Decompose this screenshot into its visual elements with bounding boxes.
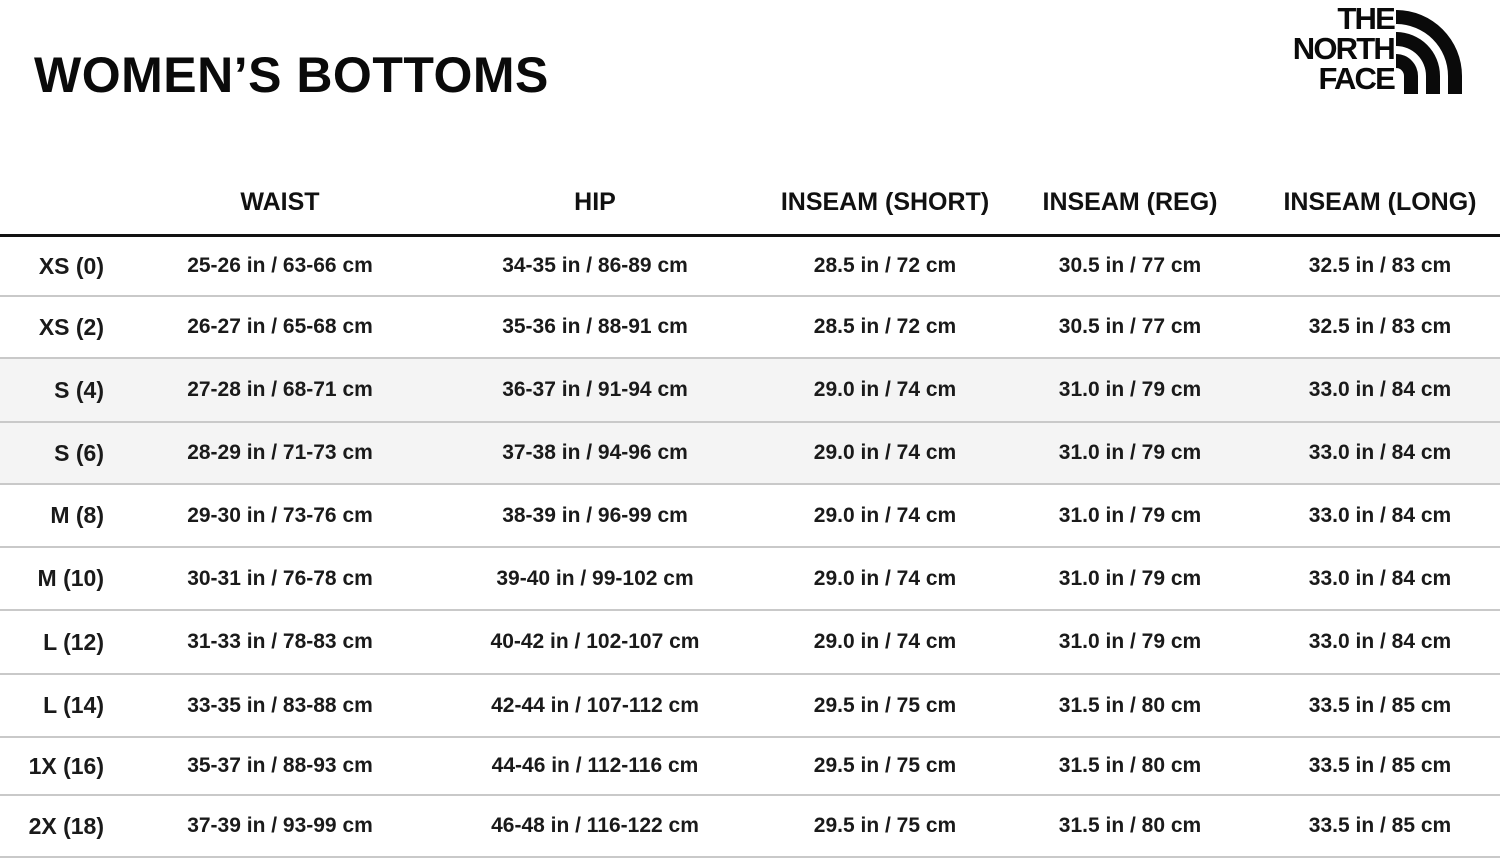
cell-size: XS (2) [38, 313, 104, 340]
table-row [0, 796, 1500, 858]
cell-inseam-short: 29.5 in / 75 cm [813, 814, 957, 837]
cell-inseam-short: 29.5 in / 75 cm [813, 754, 957, 777]
cell-inseam-reg: 31.0 in / 79 cm [1058, 378, 1202, 401]
half-dome-logo-icon [1396, 6, 1466, 96]
cell-inseam-short: 29.0 in / 74 cm [813, 630, 957, 653]
cell-waist: 33-35 in / 83-88 cm [187, 693, 373, 717]
cell-waist: 37-39 in / 93-99 cm [187, 814, 373, 837]
cell-inseam-reg: 31.5 in / 80 cm [1058, 693, 1202, 717]
table-row [0, 548, 1500, 611]
header-inseam-reg: INSEAM (REG) [1042, 187, 1218, 216]
cell-inseam-short: 28.5 in / 72 cm [813, 315, 957, 338]
table-row [0, 297, 1500, 359]
header-inseam-long: INSEAM (LONG) [1283, 187, 1477, 216]
cell-inseam-reg: 31.0 in / 79 cm [1058, 630, 1202, 653]
cell-inseam-long: 33.0 in / 84 cm [1308, 441, 1452, 464]
cell-size: S (4) [54, 376, 104, 403]
cell-waist: 25-26 in / 63-66 cm [187, 254, 373, 277]
table-row [0, 237, 1500, 297]
cell-inseam-long: 33.5 in / 85 cm [1308, 754, 1452, 777]
table-header-row [0, 168, 1500, 237]
cell-inseam-long: 32.5 in / 83 cm [1308, 254, 1452, 277]
cell-hip: 37-38 in / 94-96 cm [502, 441, 688, 464]
cell-inseam-long: 33.0 in / 84 cm [1308, 378, 1452, 401]
cell-hip: 39-40 in / 99-102 cm [496, 566, 694, 590]
cell-inseam-reg: 31.5 in / 80 cm [1058, 754, 1202, 777]
cell-hip: 42-44 in / 107-112 cm [491, 693, 699, 717]
table-row [0, 359, 1500, 423]
header-inseam-short: INSEAM (SHORT) [780, 187, 990, 216]
cell-hip: 38-39 in / 96-99 cm [502, 503, 688, 527]
cell-inseam-long: 33.5 in / 85 cm [1308, 693, 1452, 717]
cell-hip: 36-37 in / 91-94 cm [502, 378, 688, 401]
header-hip: HIP [574, 187, 616, 216]
cell-hip: 44-46 in / 112-116 cm [491, 754, 699, 777]
cell-size: 1X (16) [28, 752, 104, 779]
cell-inseam-long: 32.5 in / 83 cm [1308, 315, 1452, 338]
brand-wordmark [1292, 1, 1394, 96]
brand-line: THE [1337, 1, 1394, 36]
table-row [0, 485, 1500, 548]
cell-inseam-short: 29.0 in / 74 cm [813, 503, 957, 527]
cell-hip: 34-35 in / 86-89 cm [502, 254, 688, 277]
cell-waist: 26-27 in / 65-68 cm [187, 315, 373, 338]
cell-size: M (8) [50, 502, 104, 528]
cell-size: 2X (18) [28, 812, 104, 839]
cell-size: L (12) [43, 628, 104, 655]
cell-inseam-short: 29.0 in / 74 cm [813, 378, 957, 401]
cell-hip: 40-42 in / 102-107 cm [490, 630, 700, 653]
cell-inseam-reg: 30.5 in / 77 cm [1058, 254, 1202, 277]
cell-inseam-reg: 31.0 in / 79 cm [1058, 503, 1202, 527]
cell-waist: 30-31 in / 76-78 cm [187, 566, 373, 590]
cell-inseam-reg: 31.0 in / 79 cm [1058, 566, 1202, 590]
cell-inseam-long: 33.0 in / 84 cm [1308, 630, 1452, 653]
brand-line: FACE [1318, 61, 1394, 96]
cell-inseam-short: 29.0 in / 74 cm [813, 566, 957, 590]
page-title: WOMEN’S BOTTOMS [34, 47, 549, 103]
table-row [0, 675, 1500, 738]
cell-waist: 27-28 in / 68-71 cm [187, 378, 373, 401]
cell-inseam-reg: 31.5 in / 80 cm [1058, 814, 1202, 837]
table-body [0, 237, 1500, 858]
cell-inseam-long: 33.0 in / 84 cm [1308, 503, 1452, 527]
table-row [0, 738, 1500, 796]
cell-waist: 31-33 in / 78-83 cm [187, 630, 373, 653]
cell-inseam-short: 29.0 in / 74 cm [813, 441, 957, 464]
header-size [0, 168, 104, 234]
cell-size: L (14) [43, 692, 104, 718]
brand-logo [1266, 1, 1466, 98]
cell-waist: 28-29 in / 71-73 cm [187, 441, 373, 464]
cell-waist: 29-30 in / 73-76 cm [187, 503, 373, 527]
table-row [0, 423, 1500, 485]
size-chart-table [0, 168, 1500, 858]
cell-inseam-short: 28.5 in / 72 cm [813, 254, 957, 277]
brand-line: NORTH [1292, 31, 1394, 66]
header-waist: WAIST [240, 187, 320, 216]
cell-inseam-reg: 31.0 in / 79 cm [1058, 441, 1202, 464]
cell-hip: 46-48 in / 116-122 cm [491, 814, 699, 837]
cell-inseam-reg: 30.5 in / 77 cm [1058, 315, 1202, 338]
cell-size: S (6) [54, 439, 104, 466]
table-row [0, 611, 1500, 675]
cell-waist: 35-37 in / 88-93 cm [187, 754, 373, 777]
cell-size: M (10) [37, 565, 104, 591]
cell-inseam-long: 33.5 in / 85 cm [1308, 814, 1452, 837]
cell-size: XS (0) [38, 252, 104, 279]
cell-hip: 35-36 in / 88-91 cm [502, 315, 688, 338]
cell-inseam-short: 29.5 in / 75 cm [813, 693, 957, 717]
cell-inseam-long: 33.0 in / 84 cm [1308, 566, 1452, 590]
